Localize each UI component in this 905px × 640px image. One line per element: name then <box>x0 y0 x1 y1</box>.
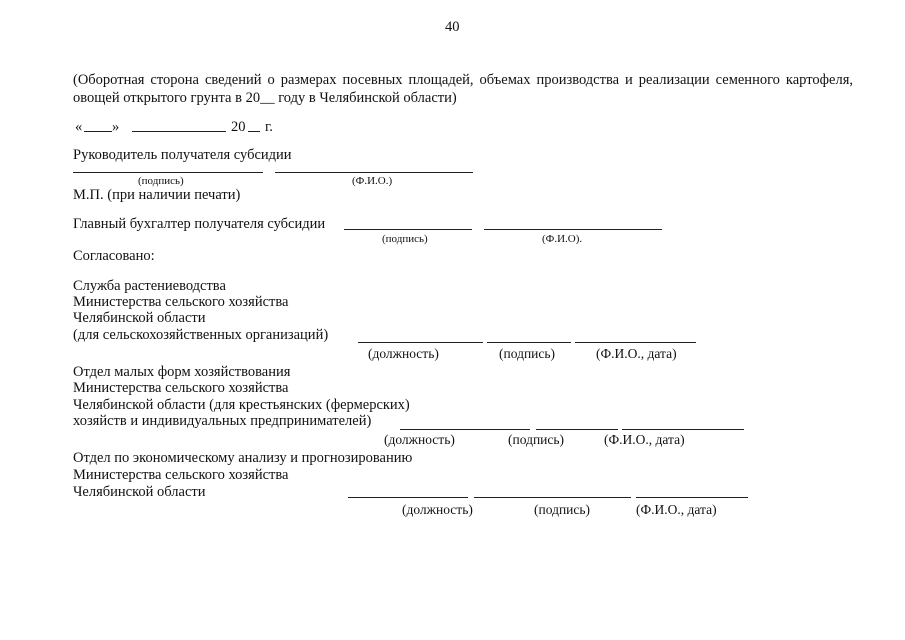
small-farms-line-4: хозяйств и индивидуальных предпринимателей) <box>73 413 372 429</box>
recipient-name-caption: (Ф.И.О.) <box>352 175 393 187</box>
accountant-name-line <box>484 229 662 230</box>
page-number: 40 <box>445 19 460 35</box>
small-farms-line-3: Челябинской области (для крестьянских (фермерских) <box>73 397 410 413</box>
crop-name-caption: (Ф.И.О., дата) <box>596 346 677 361</box>
economic-dept-line-3: Челябинской области <box>73 484 206 500</box>
economic-dept-line-2: Министерства сельского хозяйства <box>73 467 289 483</box>
crop-service-line-3: Челябинской области <box>73 310 206 326</box>
crop-signature-line <box>487 342 571 343</box>
economic-position-line <box>348 497 468 498</box>
crop-position-line <box>358 342 483 343</box>
chief-accountant-label: Главный бухгалтер получателя субсидии <box>73 216 326 232</box>
date-open-quote: « <box>75 119 83 135</box>
recipient-signature-caption: (подпись) <box>138 175 184 187</box>
small-farms-signature-caption: (подпись) <box>508 432 565 447</box>
month-blank <box>132 131 226 132</box>
crop-service-line-1: Служба растениеводства <box>73 278 226 294</box>
accountant-signature-line <box>344 229 472 230</box>
date-close-quote: » <box>112 119 120 135</box>
day-blank <box>84 131 112 132</box>
small-farms-line-2: Министерства сельского хозяйства <box>73 380 289 396</box>
economic-name-line <box>636 497 748 498</box>
crop-name-line <box>575 342 696 343</box>
crop-signature-caption: (подпись) <box>499 346 556 361</box>
seal-note: М.П. (при наличии печати) <box>73 187 241 203</box>
small-farms-name-line <box>622 429 744 430</box>
small-farms-position-line <box>400 429 530 430</box>
small-farms-line-1: Отдел малых форм хозяйствования <box>73 364 291 380</box>
small-farms-name-caption: (Ф.И.О., дата) <box>604 432 685 447</box>
crop-service-line-4: (для сельскохозяйственных организаций) <box>73 327 329 343</box>
economic-name-caption: (Ф.И.О., дата) <box>636 502 717 517</box>
small-farms-position-caption: (должность) <box>384 432 455 447</box>
economic-position-caption: (должность) <box>402 502 473 517</box>
economic-signature-line <box>474 497 631 498</box>
small-farms-signature-line <box>536 429 618 430</box>
header-text: (Оборотная сторона сведений о размерах посевных площадей, объемах производства и реализации семенного картофеля, овощей открытого грунта в 20__ году в Челябинской области) <box>73 72 853 106</box>
economic-signature-caption: (подпись) <box>534 502 591 517</box>
year-suffix: г. <box>265 119 273 135</box>
year-prefix: 20 <box>231 119 246 135</box>
economic-dept-line-1: Отдел по экономическому анализу и прогнозированию <box>73 450 413 466</box>
year-blank <box>248 131 260 132</box>
recipient-head-label: Руководитель получателя субсидии <box>73 147 292 163</box>
accountant-signature-caption: (подпись) <box>382 233 428 245</box>
recipient-name-line <box>275 172 473 173</box>
crop-position-caption: (должность) <box>368 346 439 361</box>
agreed-label: Согласовано: <box>73 248 155 264</box>
accountant-name-caption: (Ф.И.О). <box>542 233 583 245</box>
crop-service-line-2: Министерства сельского хозяйства <box>73 294 289 310</box>
recipient-signature-line <box>73 172 263 173</box>
